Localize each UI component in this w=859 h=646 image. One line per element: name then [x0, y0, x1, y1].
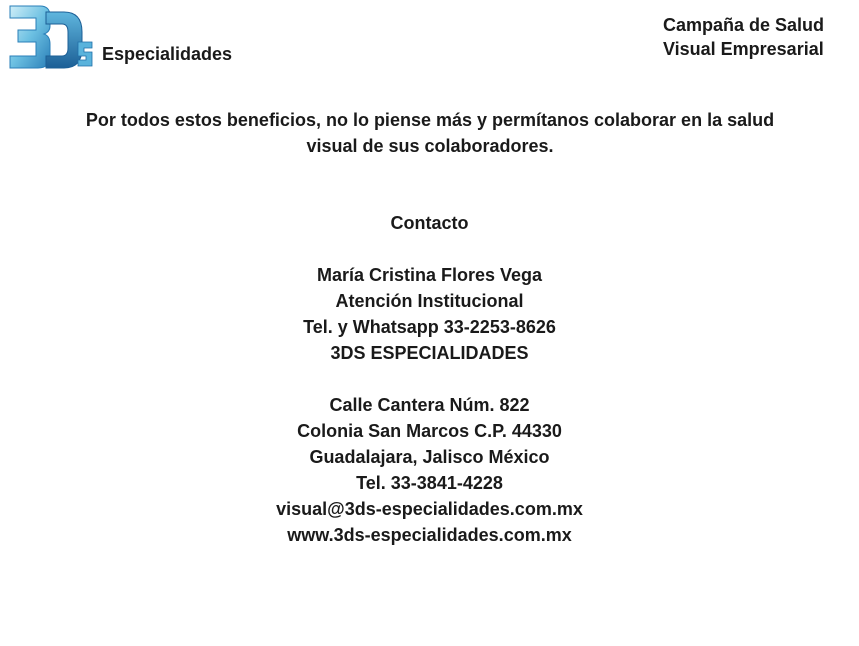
contact-block — [0, 210, 859, 548]
contact-website: www.3ds-especialidades.com.mx — [287, 525, 572, 545]
campaign-title — [663, 13, 824, 61]
contact-phone-whatsapp: Tel. y Whatsapp 33-2253-8626 — [303, 317, 556, 337]
campaign-title-line2: Visual Empresarial — [662, 39, 824, 59]
closing-message: Por todos estos beneficios, no lo piense más y permítanos colaborar en la salud visual de sus colaboradores. — [85, 110, 775, 156]
contact-person: María Cristina Flores Vega — [316, 265, 543, 285]
brand-name: Especialidades — [102, 44, 233, 64]
address-city: Guadalajara, Jalisco México — [309, 447, 550, 467]
contact-heading: Contacto — [390, 213, 469, 233]
contact-email: visual@3ds-especialidades.com.mx — [276, 499, 583, 519]
address-street: Calle Cantera Núm. 822 — [329, 395, 530, 415]
contact-company: 3DS ESPECIALIDADES — [330, 343, 529, 363]
3ds-logo-icon — [6, 2, 94, 72]
campaign-title-line1: Campaña de Salud — [662, 15, 824, 35]
address-colony: Colonia San Marcos C.P. 44330 — [297, 421, 562, 441]
contact-phone: Tel. 33-3841-4228 — [356, 473, 503, 493]
contact-role: Atención Institucional — [335, 291, 524, 311]
